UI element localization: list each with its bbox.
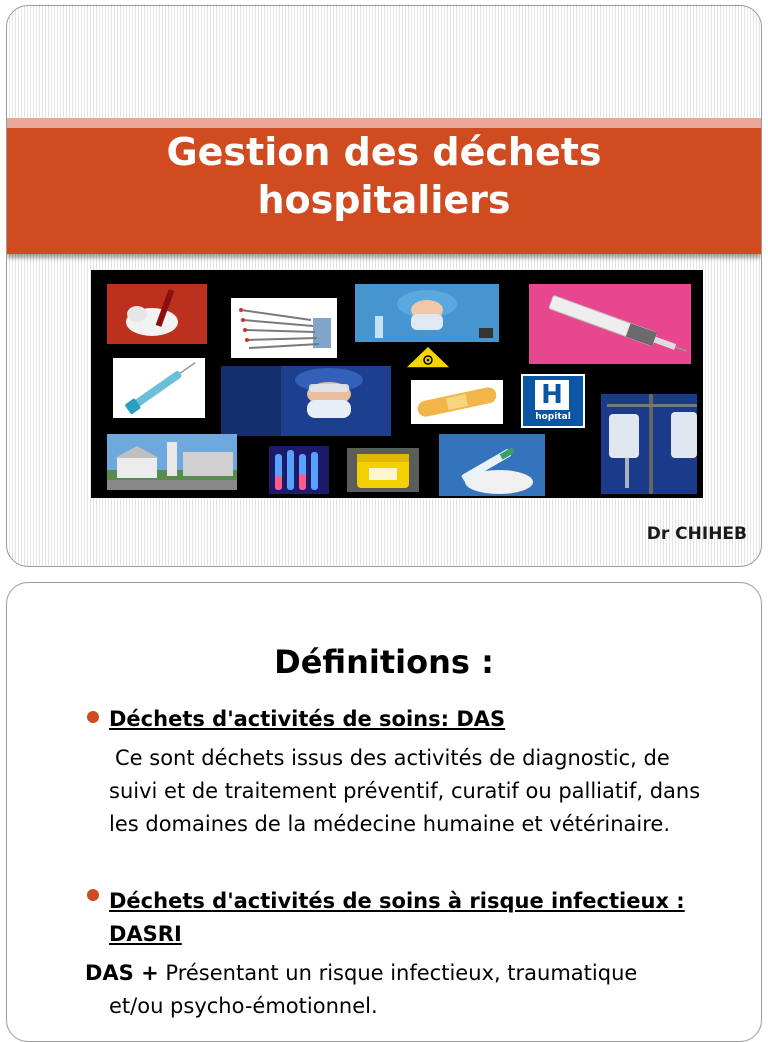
- bullet-icon: [87, 711, 99, 723]
- dasri-heading-line2: DASRI: [109, 922, 182, 946]
- hospital-building-image: [107, 434, 237, 490]
- das-definition: Ce sont déchets issus des activités de diagnostic, de suivi et de traitement préventif, curatif ou palliatif, dans les domaines de la médecine humaine et vétérinaire.: [109, 746, 701, 836]
- definitions-title: Définitions :: [274, 643, 494, 681]
- bandage-image: [411, 380, 503, 424]
- dasri-heading-line1: Déchets d'activités de soins à risque infectieux :: [109, 889, 685, 913]
- title-band-highlight: [7, 118, 761, 128]
- definition-heading-dasri: [109, 885, 685, 951]
- hospital-sign: [521, 374, 585, 428]
- bullet-icon: [87, 889, 99, 901]
- biohazard-icon: [399, 344, 457, 370]
- hospital-sign-letter: H: [535, 380, 569, 410]
- das-plus-label: DAS +: [85, 961, 159, 985]
- das-plus-block: [85, 957, 637, 1023]
- author-name: Dr CHIHEB: [646, 524, 747, 544]
- syringes-image: [231, 298, 337, 358]
- hospital-sign-text: hopital: [535, 412, 571, 422]
- das-plus-text-line2: et/ou psycho-émotionnel.: [109, 994, 378, 1018]
- slide-title: Gestion des déchets hospitaliers: [166, 130, 602, 222]
- title-slide: [6, 5, 762, 567]
- definition-heading-das: [109, 707, 505, 731]
- hand-syringe-image: [439, 434, 545, 496]
- iv-catheter-image: [113, 358, 205, 418]
- sharps-container-image: [347, 448, 419, 492]
- medical-waste-collage: [91, 270, 703, 498]
- definitions-slide: [6, 582, 762, 1042]
- test-tubes-image: [269, 446, 329, 494]
- gloved-hand-image: [107, 284, 207, 344]
- pink-syringe-image: [529, 284, 691, 364]
- title-band: [7, 128, 761, 254]
- surgeon-portrait-image: [221, 366, 391, 436]
- das-heading: Déchets d'activités de soins: DAS: [109, 707, 506, 731]
- das-plus-text-line1: Présentant un risque infectieux, traumatique: [165, 961, 638, 985]
- surgeon-image: [355, 284, 499, 342]
- iv-drip-image: [601, 394, 697, 494]
